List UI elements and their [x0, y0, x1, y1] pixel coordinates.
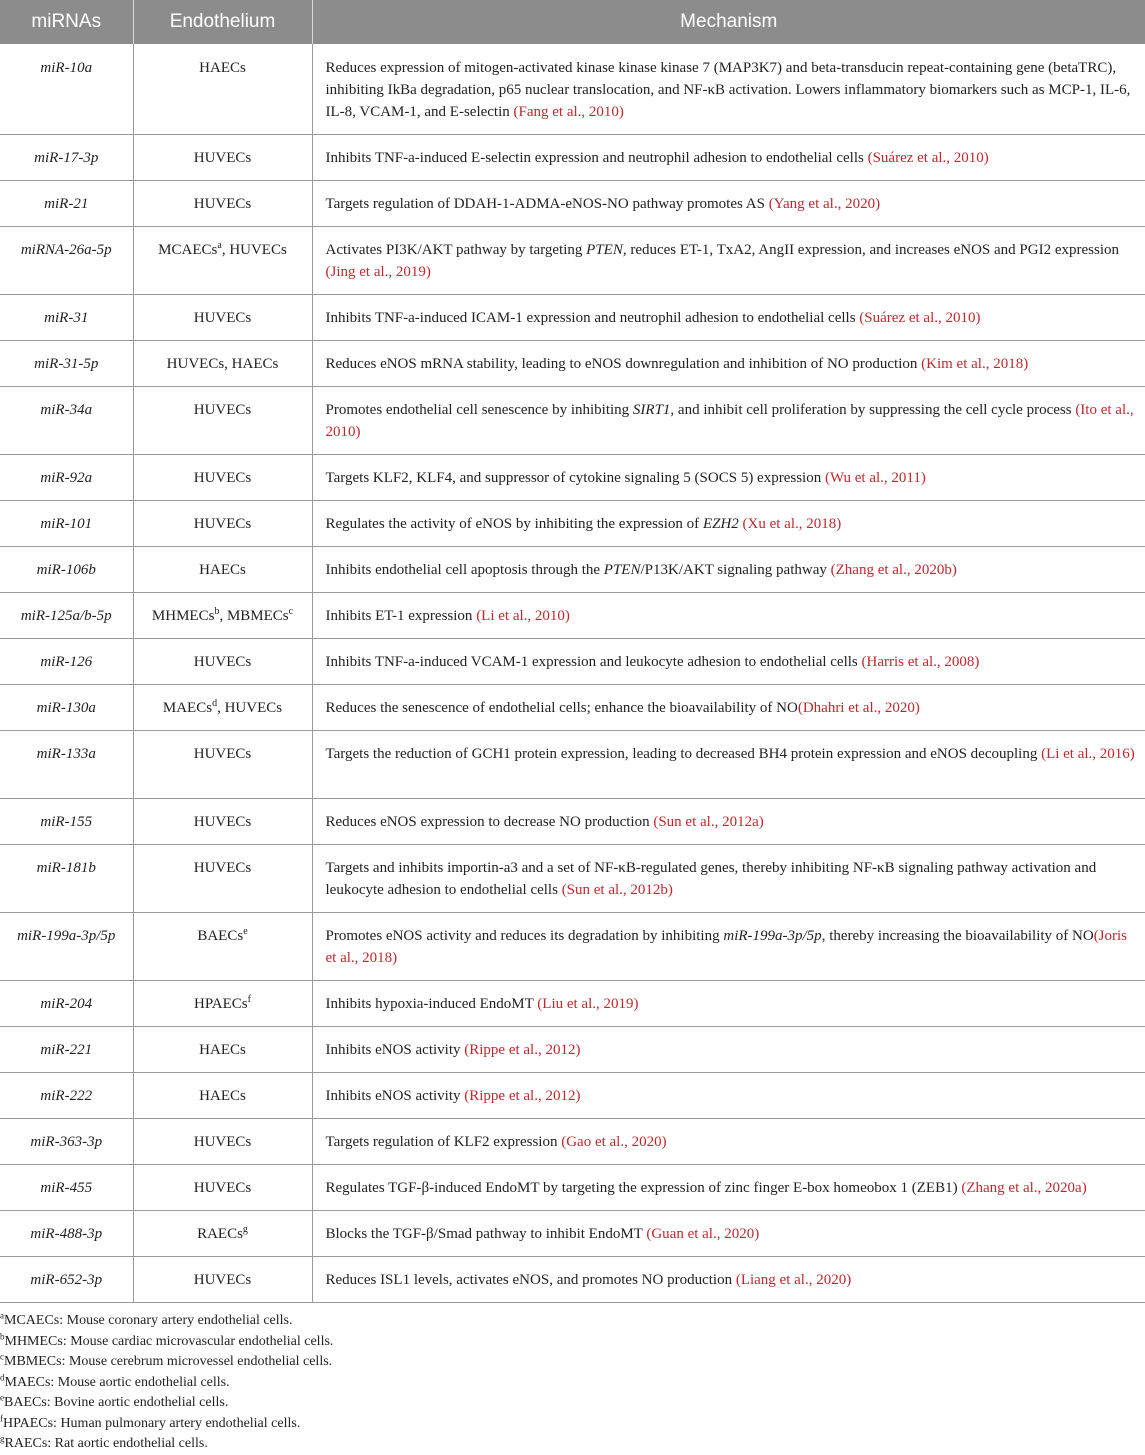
reference-link[interactable]: (Zhang et al., 2020a) [961, 1180, 1087, 1196]
table-row [0, 1073, 1145, 1119]
mechanism-cell: Reduces eNOS expression to decrease NO production (Sun et al., 2012a) [312, 799, 1145, 845]
mechanism-cell: Promotes eNOS activity and reduces its degradation by inhibiting miR-199a-3p/5p, thereby increasing the bioavailability of NO(Joris et al., 2018) [312, 913, 1145, 981]
footnote: $^a$MCAECs: Mouse coronary artery endothelial cells. [0, 1310, 293, 1328]
reference-link[interactable]: (Xu et al., 2018) [742, 516, 842, 532]
mechanism-cell: Targets regulation of DDAH-1-ADMA-eNOS-NO pathway promotes AS (Yang et al., 2020) [312, 181, 1145, 227]
table-row [0, 1027, 1145, 1073]
gene-name: PTEN [603, 562, 641, 578]
mechanism-cell: Inhibits eNOS activity (Rippe et al., 2012) [312, 1027, 1145, 1073]
mirna-cell: miR-652-3p [0, 1257, 133, 1303]
footnote-mark: c [288, 606, 294, 617]
reference-link[interactable]: (Yang et al., 2020) [768, 196, 881, 212]
table-row [0, 181, 1145, 227]
table-row [0, 1257, 1145, 1303]
mechanism-cell: Targets and inhibits importin-a3 and a set of NF-κB-regulated genes, thereby inhibiting NF-κB signaling pathway activation and leukocyte adhesion to endothelial cells (Sun et al., 2012b) [312, 845, 1145, 913]
table-row [0, 593, 1145, 639]
table-row [0, 1119, 1145, 1165]
mirna-cell: miR-125a/b-5p [0, 593, 133, 639]
table-row [0, 799, 1145, 845]
mechanism-cell: Reduces ISL1 levels, activates eNOS, and promotes NO production (Liang et al., 2020) [312, 1257, 1145, 1303]
endothelium-cell: HUVECs [133, 845, 312, 913]
table-row [0, 845, 1145, 913]
reference-link[interactable]: (Sun et al., 2012b) [561, 882, 673, 898]
mirna-cell: miR-21 [0, 181, 133, 227]
mirna-cell: miR-101 [0, 501, 133, 547]
endothelium-cell: MAECs$^d$, HUVECs [133, 685, 312, 731]
endothelium-cell: BAECs$^e$ [133, 913, 312, 981]
mirna-cell: miR-155 [0, 799, 133, 845]
mechanism-cell: Inhibits ET-1 expression (Li et al., 2010) [312, 593, 1145, 639]
table-row [0, 387, 1145, 455]
table-row [0, 1165, 1145, 1211]
table-row [0, 501, 1145, 547]
mirna-cell: miR-488-3p [0, 1211, 133, 1257]
reference-link[interactable]: (Wu et al., 2011) [824, 470, 926, 486]
endothelium-cell: RAECs$^g$ [133, 1211, 312, 1257]
mirna-cell: miR-221 [0, 1027, 133, 1073]
reference-link[interactable]: (Rippe et al., 2012) [464, 1042, 581, 1058]
endothelium-cell: HUVECs [133, 295, 312, 341]
footnote-mark: b [214, 606, 220, 617]
reference-link[interactable]: (Suárez et al., 2010) [867, 150, 989, 166]
mirna-cell: miR-126 [0, 639, 133, 685]
footnote-mark: a [217, 240, 222, 251]
footnote: $^f$HPAECs: Human pulmonary artery endothelial cells. [0, 1412, 301, 1431]
table-row [0, 295, 1145, 341]
reference-link[interactable]: (Jing et al., 2019) [325, 264, 431, 280]
endothelium-cell: HUVECs [133, 1119, 312, 1165]
mechanism-cell: Regulates the activity of eNOS by inhibiting the expression of EZH2 (Xu et al., 2018) [312, 501, 1145, 547]
table-row [0, 981, 1145, 1027]
table-row [0, 1211, 1145, 1257]
mechanism-cell: Inhibits TNF-a-induced E-selectin expression and neutrophil adhesion to endothelial cells (Suárez et al., 2010) [312, 135, 1145, 181]
mirna-cell: miR-199a-3p/5p [0, 913, 133, 981]
reference-link[interactable]: (Fang et al., 2010) [513, 104, 624, 120]
gene-name: PTEN [586, 242, 623, 258]
mechanism-cell: Reduces eNOS mRNA stability, leading to eNOS downregulation and inhibition of NO production (Kim et al., 2018) [312, 341, 1145, 387]
mechanism-cell: Targets the reduction of GCH1 protein expression, leading to decreased BH4 protein expression and eNOS decoupling (Li et al., 2016) [312, 731, 1145, 799]
header-mechanism: Mechanism [312, 0, 1145, 44]
footnote: $^e$BAECs: Bovine aortic endothelial cells. [0, 1392, 229, 1410]
reference-link[interactable]: (Li et al., 2010) [476, 608, 570, 624]
table-row [0, 44, 1145, 135]
mirna-cell: miR-92a [0, 455, 133, 501]
reference-link[interactable]: (Gao et al., 2020) [561, 1134, 667, 1150]
reference-link[interactable]: (Joris et al., 2018) [325, 928, 1128, 966]
mirna-cell: miR-34a [0, 387, 133, 455]
mechanism-cell: Targets KLF2, KLF4, and suppressor of cytokine signaling 5 (SOCS 5) expression (Wu et al., 2011) [312, 455, 1145, 501]
reference-link[interactable]: (Dhahri et al., 2020) [797, 700, 920, 716]
endothelium-cell: HUVECs [133, 799, 312, 845]
endothelium-cell: HUVECs, HAECs [133, 341, 312, 387]
mechanism-cell: Inhibits endothelial cell apoptosis through the PTEN/P13K/AKT signaling pathway (Zhang et al., 2020b) [312, 547, 1145, 593]
endothelium-cell: HUVECs [133, 1257, 312, 1303]
reference-link[interactable]: (Zhang et al., 2020b) [830, 562, 957, 578]
endothelium-cell: HAECs [133, 1073, 312, 1119]
mirna-cell: miR-31-5p [0, 341, 133, 387]
table-row [0, 639, 1145, 685]
mechanism-cell: Targets regulation of KLF2 expression (Gao et al., 2020) [312, 1119, 1145, 1165]
endothelium-cell: HUVECs [133, 387, 312, 455]
footnote-mark: e [243, 926, 248, 937]
gene-name: SIRT1 [632, 402, 671, 418]
endothelium-cell: HUVECs [133, 455, 312, 501]
mechanism-cell: Reduces the senescence of endothelial cells; enhance the bioavailability of NO(Dhahri et al., 2020) [312, 685, 1145, 731]
reference-link[interactable]: (Liang et al., 2020) [735, 1272, 852, 1288]
header-endothelium: Endothelium [133, 0, 312, 44]
mechanism-cell: Inhibits hypoxia-induced EndoMT (Liu et al., 2019) [312, 981, 1145, 1027]
footnote-mark: g [242, 1224, 248, 1235]
endothelium-cell: MCAECs$^a$, HUVECs [133, 227, 312, 295]
footnote-mark: f [247, 994, 251, 1005]
table-row [0, 547, 1145, 593]
table-row [0, 731, 1145, 799]
mechanism-cell: Activates PI3K/AKT pathway by targeting PTEN, reduces ET-1, TxA2, AngII expression, and increases eNOS and PGI2 expression (Jing et al., 2019) [312, 227, 1145, 295]
reference-link[interactable]: (Ito et al., 2010) [325, 402, 1134, 440]
table-row [0, 135, 1145, 181]
endothelium-cell: HUVECs [133, 135, 312, 181]
header-mirnas: miRNAs [0, 0, 133, 44]
endothelium-cell: HUVECs [133, 639, 312, 685]
mechanism-cell: Inhibits TNF-a-induced VCAM-1 expression and leukocyte adhesion to endothelial cells (Harris et al., 2008) [312, 639, 1145, 685]
mirna-cell: miR-222 [0, 1073, 133, 1119]
reference-link[interactable]: (Suárez et al., 2010) [859, 310, 981, 326]
footnote: $^b$MHMECs: Mouse cardiac microvascular endothelial cells. [0, 1330, 334, 1349]
reference-link[interactable]: (Li et al., 2016) [1041, 746, 1135, 762]
mirna-cell: miR-130a [0, 685, 133, 731]
mechanism-cell: Blocks the TGF-β/Smad pathway to inhibit EndoMT (Guan et al., 2020) [312, 1211, 1145, 1257]
endothelium-cell: HUVECs [133, 731, 312, 799]
endothelium-cell: HUVECs [133, 501, 312, 547]
table-footnotes [0, 1303, 1145, 1455]
mechanism-cell: Inhibits eNOS activity (Rippe et al., 2012) [312, 1073, 1145, 1119]
mirna-cell: miR-106b [0, 547, 133, 593]
mirna-cell: miR-133a [0, 731, 133, 799]
reference-link[interactable]: (Harris et al., 2008) [861, 654, 980, 670]
footnote: $^g$RAECs: Rat aortic endothelial cells. [0, 1433, 208, 1451]
endothelium-cell: HUVECs [133, 1165, 312, 1211]
mirna-cell: miR-17-3p [0, 135, 133, 181]
mirna-cell: miRNA-26a-5p [0, 227, 133, 295]
mechanism-cell: Reduces expression of mitogen-activated kinase kinase kinase 7 (MAP3K7) and beta-transducin repeat-containing gene (betaTRC), inhibiting IkBa degradation, p65 nuclear translocation, and NF-κB activation. Lowers inflammatory biomarkers such as MCP-1, IL-6, IL-8, VCAM-1, and E-selectin (Fang et al., 2010) [312, 44, 1145, 135]
reference-link[interactable]: (Sun et al., 2012a) [653, 814, 764, 830]
endothelium-cell: HUVECs [133, 181, 312, 227]
table-row [0, 227, 1145, 295]
mechanism-cell: Regulates TGF-β-induced EndoMT by targeting the expression of zinc finger E-box homeobox 1 (ZEB1) (Zhang et al., 2020a) [312, 1165, 1145, 1211]
table-row [0, 455, 1145, 501]
mirna-cell: miR-455 [0, 1165, 133, 1211]
gene-name: miR-199a-3p/5p [723, 928, 822, 944]
endothelium-cell: HAECs [133, 44, 312, 135]
footnote: $^c$MBMECs: Mouse cerebrum microvessel endothelial cells. [0, 1351, 333, 1369]
mirna-cell: miR-363-3p [0, 1119, 133, 1165]
reference-link[interactable]: (Kim et al., 2018) [921, 356, 1029, 372]
table-row [0, 341, 1145, 387]
endothelium-cell: HPAECs$^f$ [133, 981, 312, 1027]
reference-link[interactable]: (Rippe et al., 2012) [464, 1088, 581, 1104]
mechanism-cell: Promotes endothelial cell senescence by inhibiting SIRT1, and inhibit cell proliferation by suppressing the cell cycle process (Ito et al., 2010) [312, 387, 1145, 455]
mirna-cell: miR-10a [0, 44, 133, 135]
table-row [0, 913, 1145, 981]
table-header-row [0, 0, 1145, 44]
gene-name: EZH2 [702, 516, 739, 532]
endothelium-cell: MHMECs$^b$, MBMECs$^c$ [133, 593, 312, 639]
table-row [0, 685, 1145, 731]
footnote-mark: d [212, 698, 218, 709]
endothelium-cell: HAECs [133, 1027, 312, 1073]
mirna-cell: miR-31 [0, 295, 133, 341]
mirna-cell: miR-181b [0, 845, 133, 913]
reference-link[interactable]: (Liu et al., 2019) [537, 996, 639, 1012]
mechanism-cell: Inhibits TNF-a-induced ICAM-1 expression and neutrophil adhesion to endothelial cells (Suárez et al., 2010) [312, 295, 1145, 341]
mirna-cell: miR-204 [0, 981, 133, 1027]
endothelium-cell: HAECs [133, 547, 312, 593]
footnote: $^d$MAECs: Mouse aortic endothelial cells. [0, 1371, 230, 1390]
reference-link[interactable]: (Guan et al., 2020) [646, 1226, 760, 1242]
